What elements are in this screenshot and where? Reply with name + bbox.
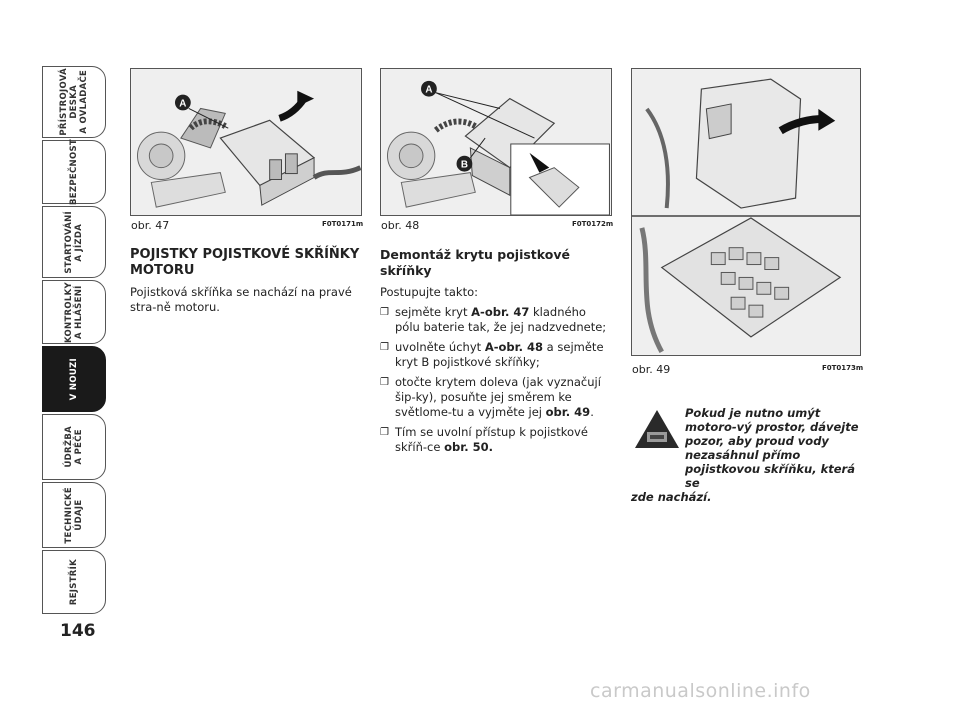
- tab-kontrolky[interactable]: [42, 280, 106, 344]
- figure-48: [380, 68, 612, 216]
- tab-label: TECHNICKÉ ÚDAJE: [64, 486, 84, 544]
- tab-label: PŘÍSTROJOVÁ DESKA A OVLADAČE: [59, 68, 89, 136]
- figure-49-code: F0T0173m: [822, 364, 864, 372]
- tab-startovani[interactable]: [42, 206, 106, 278]
- watermark: carmanualsonline.info: [590, 680, 811, 702]
- list-item: ❐ Tím se uvolní přístup k pojistkové skříň-ce obr. 50.: [380, 425, 614, 455]
- tab-label: V NOUZI: [69, 357, 79, 401]
- tab-label: KONTROLKY A HLÁŠENÍ: [64, 281, 84, 343]
- warning-text-main: Pokud je nutno umýt motoro-vý prostor, dávejte pozor, aby proud vody nezasáhnul přímo pojistkovou skříňku, která se: [685, 406, 859, 490]
- figure-47-code: F0T0171m: [322, 220, 364, 228]
- tab-v-nouzi[interactable]: [42, 346, 106, 412]
- figure-49-caption: obr. 49: [632, 363, 671, 376]
- section-intro: Postupujte takto:: [380, 285, 479, 299]
- section-removal: [380, 247, 614, 455]
- warning-text-end: zde nachází.: [631, 490, 712, 504]
- tab-technicke-udaje[interactable]: [42, 482, 106, 548]
- figure-47-caption: obr. 47: [131, 219, 170, 232]
- figure-47-illustration: [131, 69, 361, 215]
- figure-49-illustration: [632, 69, 860, 355]
- tab-label: ÚDRŽBA A PÉČE: [64, 426, 84, 468]
- figure-47: [130, 68, 362, 216]
- svg-text:A: A: [179, 98, 187, 110]
- list-item: ❐ uvolněte úchyt A-obr. 48 a sejměte kryt B pojistkové skříňky;: [380, 340, 614, 370]
- figure-48-caption: obr. 48: [381, 219, 420, 232]
- tab-label: STARTOVÁNÍ A JÍZDA: [64, 210, 84, 274]
- tab-rejstrik[interactable]: [42, 550, 106, 614]
- tab-label: BEZPEČNOST: [69, 139, 79, 205]
- figure-48-code: F0T0172m: [572, 220, 614, 228]
- section-title-removal: Demontáž krytu pojistkové skříňky: [380, 247, 570, 278]
- tab-udrzba[interactable]: [42, 414, 106, 480]
- section-body-fuse-box: Pojistková skříňka se nachází na pravé stra-ně motoru.: [130, 285, 352, 314]
- tab-label: REJSTŘÍK: [69, 558, 79, 606]
- page-number: 146: [60, 621, 96, 641]
- tab-bezpecnost[interactable]: [42, 140, 106, 204]
- figure-49: [631, 68, 861, 356]
- svg-text:A: A: [425, 84, 433, 96]
- list-item: ❐ otočte krytem doleva (jak vyznačují šip-ky), posuňte jej směrem ke světlome-tu a vyjměte jej obr. 49.: [380, 375, 614, 420]
- svg-text:B: B: [460, 159, 468, 171]
- tab-pristrojova-deska[interactable]: [42, 66, 106, 138]
- warning-text: [631, 406, 867, 504]
- section-title-fuse-box: POJISTKY POJISTKOVÉ SKŘÍŇKY MOTORU: [130, 247, 360, 278]
- figure-48-illustration: [381, 69, 611, 215]
- list-item: ❐ sejměte kryt A-obr. 47 kladného pólu baterie tak, že jej nadzvednete;: [380, 305, 614, 335]
